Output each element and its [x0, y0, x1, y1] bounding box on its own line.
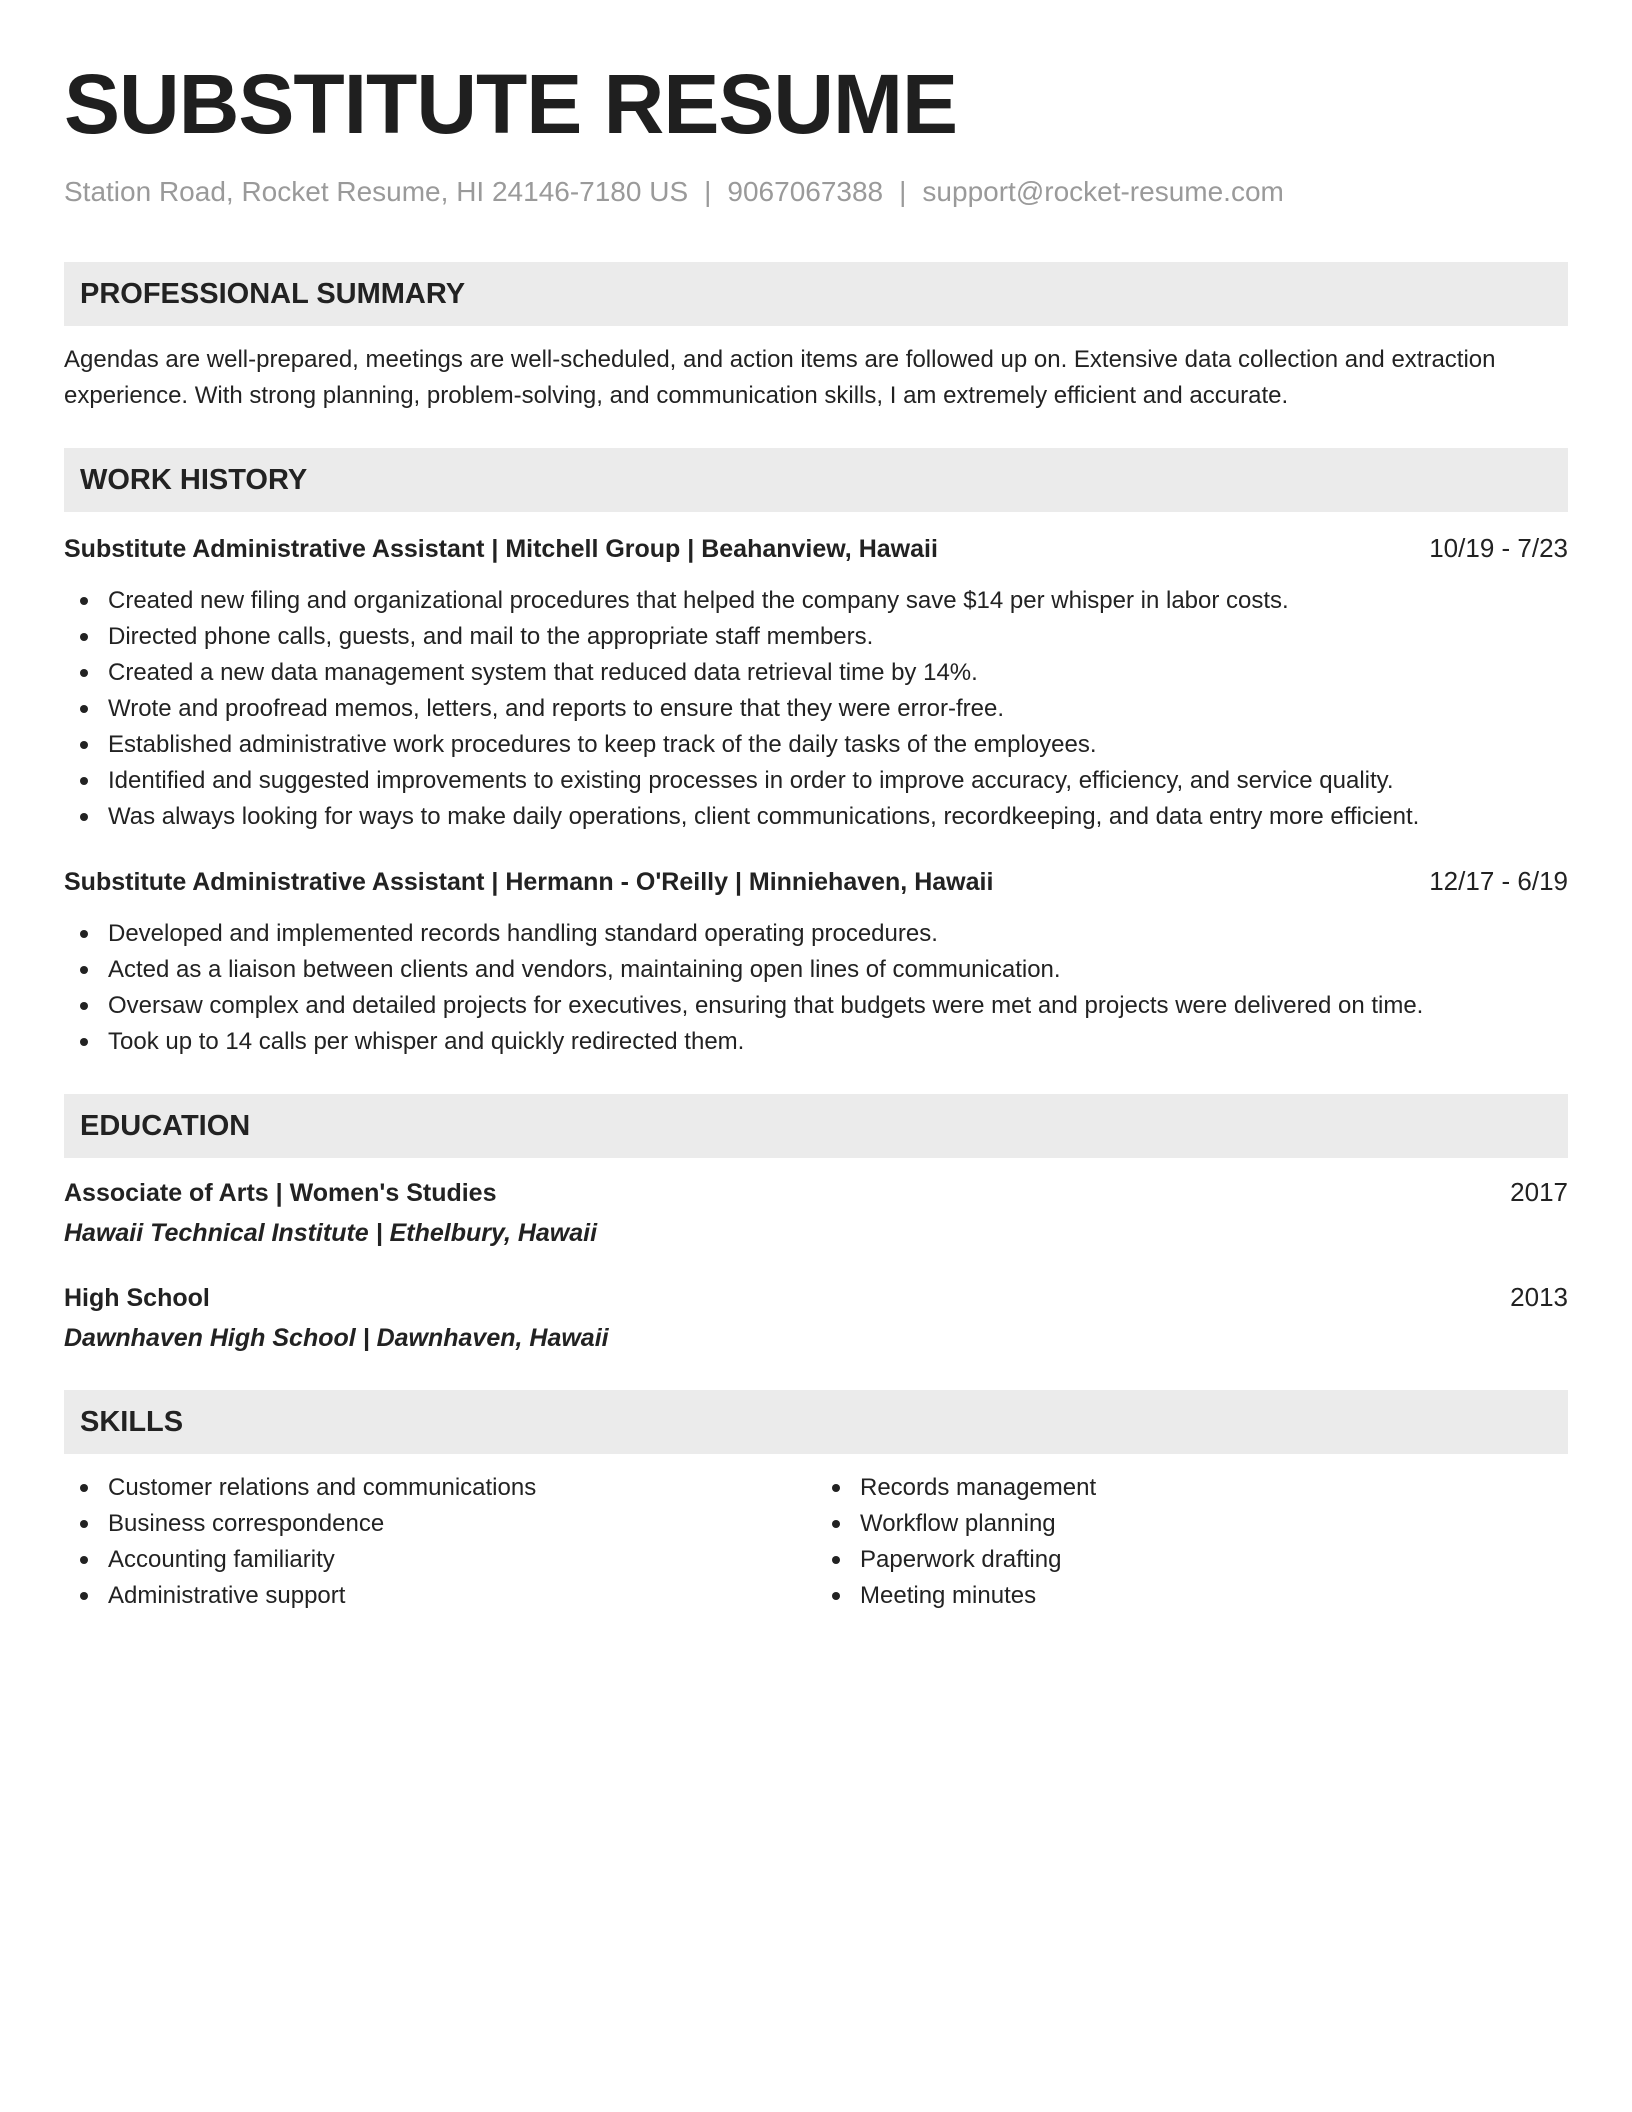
section-header-work-history: WORK HISTORY	[64, 448, 1568, 512]
job-bullet	[108, 952, 1568, 988]
summary-text: Agendas are well-prepared, meetings are well-scheduled, and action items are followed up on. Extensive data collection and extraction experience. With strong planning, problem-solving, and communication skills, I am extremely efficient and accurate.	[64, 346, 1496, 409]
job-bullet-text: Created a new data management system that reduced data retrieval time by 14%.	[108, 659, 978, 686]
skill-text: Workflow planning	[860, 1510, 1056, 1537]
job-bullet	[108, 988, 1568, 1024]
job-bullet	[108, 691, 1568, 727]
job-entry	[64, 530, 1568, 835]
job-dates: 12/17 - 6/19	[1429, 866, 1568, 896]
job-bullet	[108, 763, 1568, 799]
job-bullet-list	[64, 916, 1568, 1060]
section-header-education: EDUCATION	[64, 1094, 1568, 1158]
skill-text: Meeting minutes	[860, 1582, 1037, 1609]
job-bullet-text: Established administrative work procedures to keep track of the daily tasks of the employees.	[108, 731, 1097, 758]
bullet-dot	[832, 1556, 840, 1564]
bullet-dot	[80, 633, 88, 641]
skill-text: Administrative support	[108, 1582, 346, 1609]
education-header-row	[64, 1279, 1568, 1316]
contact-separator: |	[704, 176, 712, 207]
job-bullet	[108, 799, 1568, 835]
job-bullet-text: Oversaw complex and detailed projects for executives, ensuring that budgets were met and projects were delivered on time.	[108, 992, 1424, 1019]
skill-item	[108, 1578, 816, 1614]
education-degree: Associate of Arts | Women's Studies	[64, 1179, 497, 1207]
job-bullet-text: Developed and implemented records handling standard operating procedures.	[108, 920, 938, 947]
skill-item	[108, 1506, 816, 1542]
skill-item	[860, 1578, 1568, 1614]
skills-grid	[64, 1470, 1568, 1614]
job-header-row	[64, 530, 1568, 567]
job-bullet	[108, 727, 1568, 763]
education-header-row	[64, 1174, 1568, 1211]
contact-phone: 9067067388	[727, 176, 884, 207]
education-school: Dawnhaven High School | Dawnhaven, Hawaii	[64, 1324, 609, 1352]
job-header-row	[64, 863, 1568, 900]
bullet-dot	[80, 966, 88, 974]
bullet-dot	[832, 1484, 840, 1492]
contact-email: support@rocket-resume.com	[922, 176, 1284, 207]
bullet-dot	[80, 597, 88, 605]
job-bullet-text: Was always looking for ways to make daily operations, client communications, recordkeeping, and data entry more efficient.	[108, 803, 1420, 830]
contact-address: Station Road, Rocket Resume, HI 24146-7180 US	[64, 176, 689, 207]
job-bullet-list	[64, 583, 1568, 835]
education-school: Hawaii Technical Institute | Ethelbury, Hawaii	[64, 1219, 598, 1247]
education-entry	[64, 1174, 1568, 1251]
job-title: Substitute Administrative Assistant | Hermann - O'Reilly | Minniehaven, Hawaii	[64, 868, 994, 896]
bullet-dot	[80, 813, 88, 821]
bullet-dot	[832, 1520, 840, 1528]
skill-item	[860, 1506, 1568, 1542]
skill-item	[860, 1542, 1568, 1578]
job-bullet-text: Created new filing and organizational procedures that helped the company save $14 per whisper in labor costs.	[108, 587, 1289, 614]
job-bullet-text: Identified and suggested improvements to existing processes in order to improve accuracy, efficiency, and service quality.	[108, 767, 1394, 794]
job-dates: 10/19 - 7/23	[1429, 533, 1568, 563]
section-header-summary: PROFESSIONAL SUMMARY	[64, 262, 1568, 326]
skills-column-right	[816, 1470, 1568, 1614]
bullet-dot	[80, 669, 88, 677]
skill-text: Customer relations and communications	[108, 1474, 537, 1501]
bullet-dot	[80, 1002, 88, 1010]
job-bullet	[108, 916, 1568, 952]
bullet-dot	[80, 741, 88, 749]
skill-item	[108, 1542, 816, 1578]
bullet-dot	[80, 777, 88, 785]
skill-text: Records management	[860, 1474, 1097, 1501]
skill-text: Paperwork drafting	[860, 1546, 1062, 1573]
job-title: Substitute Administrative Assistant | Mitchell Group | Beahanview, Hawaii	[64, 535, 938, 563]
skill-text: Business correspondence	[108, 1510, 385, 1537]
education-year: 2017	[1510, 1177, 1568, 1207]
bullet-dot	[80, 1038, 88, 1046]
skill-text: Accounting familiarity	[108, 1546, 335, 1573]
skills-column-left	[64, 1470, 816, 1614]
job-bullet	[108, 583, 1568, 619]
job-bullet	[108, 655, 1568, 691]
section-header-skills: SKILLS	[64, 1390, 1568, 1454]
job-bullet-text: Took up to 14 calls per whisper and quickly redirected them.	[108, 1028, 745, 1055]
bullet-dot	[80, 1484, 88, 1492]
job-bullet-text: Directed phone calls, guests, and mail to the appropriate staff members.	[108, 623, 874, 650]
bullet-dot	[80, 705, 88, 713]
job-bullet-text: Wrote and proofread memos, letters, and reports to ensure that they were error-free.	[108, 695, 1004, 722]
job-entry	[64, 863, 1568, 1060]
contact-line	[64, 174, 1568, 210]
job-bullet	[108, 1024, 1568, 1060]
job-bullet	[108, 619, 1568, 655]
skill-item	[108, 1470, 816, 1506]
education-entry	[64, 1279, 1568, 1356]
education-degree: High School	[64, 1284, 210, 1312]
bullet-dot	[80, 930, 88, 938]
bullet-dot	[80, 1520, 88, 1528]
bullet-dot	[80, 1556, 88, 1564]
skill-item	[860, 1470, 1568, 1506]
contact-separator: |	[899, 176, 907, 207]
resume-title: SUBSTITUTE RESUME	[64, 57, 958, 151]
bullet-dot	[80, 1592, 88, 1600]
job-bullet-text: Acted as a liaison between clients and vendors, maintaining open lines of communication.	[108, 956, 1061, 983]
education-year: 2013	[1510, 1282, 1568, 1312]
bullet-dot	[832, 1592, 840, 1600]
